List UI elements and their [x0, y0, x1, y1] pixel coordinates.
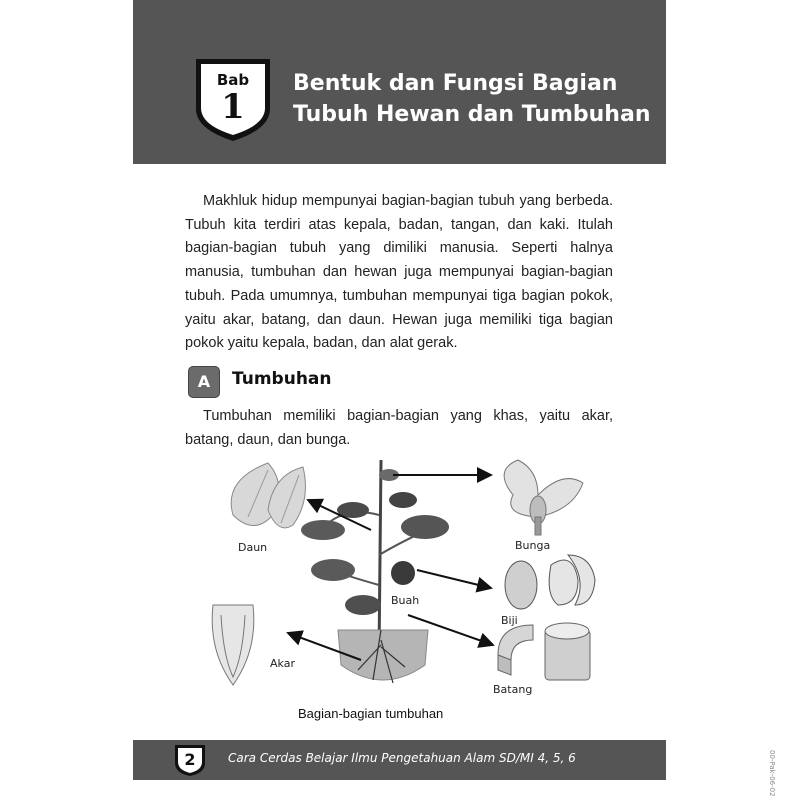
chapter-title-line-2: Tubuh Hewan dan Tumbuhan [293, 102, 651, 127]
section-letter-badge: A [188, 366, 220, 398]
seed-illustration [505, 555, 595, 609]
chapter-title-line-1: Bentuk dan Fungsi Bagian [293, 71, 618, 96]
chapter-header [133, 0, 666, 164]
page-number: 2 [184, 750, 196, 769]
book-page [133, 0, 666, 800]
chapter-badge [190, 53, 276, 143]
label-batang: Batang [493, 683, 533, 696]
chapter-number: 1 [221, 87, 245, 127]
stem-section-illustration [498, 623, 590, 680]
intro-paragraph: Makhluk hidup mempunyai bagian-bagian tubuh yang berbeda. Tubuh kita terdiri atas kepala, badan, tangan, dan kaki. Itulah bagian-bagian tubuh yang dimiliki manusia. Seperti halnya manusia, tumbuhan dan hewan juga mempunyai bagian-bagian tubuh. Pada umumnya, tumbuhan mempunyai tiga bagian pokok, yaitu akar, batang, dan daun. Hewan juga memiliki tiga bagian pokok yaitu kepala, badan, dan alat gerak. [185, 193, 613, 352]
page-number-badge [173, 743, 207, 777]
leaf-illustration [231, 463, 305, 528]
label-bunga: Bunga [515, 539, 551, 552]
label-biji: Biji [501, 614, 518, 627]
label-buah: Buah [391, 594, 420, 607]
label-daun: Daun [238, 541, 268, 554]
page-footer [133, 740, 666, 780]
flower-illustration [504, 460, 583, 535]
side-code: 00-Pak-06-02 [768, 750, 776, 797]
figure-caption: Bagian-bagian tumbuhan [298, 706, 444, 721]
label-akar: Akar [270, 657, 295, 670]
chapter-title [293, 68, 653, 130]
plant-diagram [193, 455, 613, 705]
section-title: Tumbuhan [232, 369, 332, 389]
section-paragraph: Tumbuhan memiliki bagian-bagian yang khas, yaitu akar, batang, daun, dan bunga. [185, 408, 613, 448]
root-tip-illustration [212, 605, 254, 685]
chapter-label: Bab [216, 71, 250, 89]
book-title: Cara Cerdas Belajar Ilmu Pengetahuan Alam SD/MI 4, 5, 6 [228, 751, 576, 765]
plant-parts-figure [193, 455, 613, 725]
